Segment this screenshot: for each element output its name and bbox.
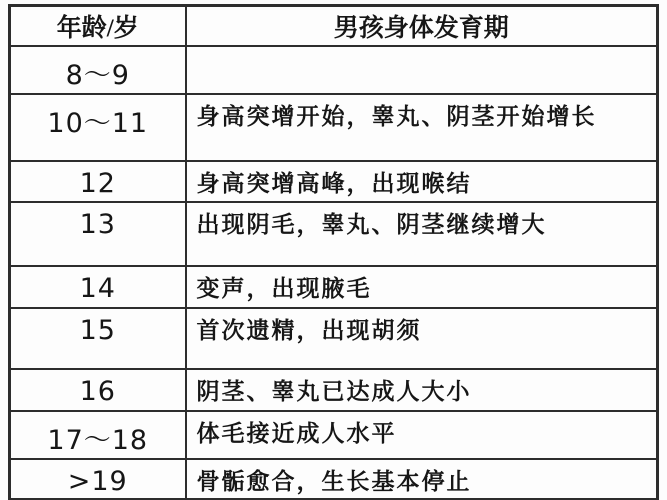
header-age: 年龄/岁 (10, 6, 186, 47)
desc-cell: 首次遗精，出现胡须 (186, 308, 658, 369)
table-row (10, 411, 658, 459)
table-row (10, 94, 658, 161)
desc-cell: 骨骺愈合，生长基本停止 (186, 459, 658, 500)
desc-cell: 体毛接近成人水平 (186, 411, 658, 459)
header-development: 男孩身体发育期 (186, 6, 658, 47)
header-row (10, 6, 658, 47)
table-row (10, 202, 658, 266)
age-cell: 8～9 (10, 46, 186, 94)
table-row (10, 459, 658, 500)
table-row (10, 266, 658, 308)
age-cell: 17～18 (10, 411, 186, 459)
age-cell: 13 (10, 202, 186, 266)
desc-cell (186, 46, 658, 94)
age-cell: 16 (10, 369, 186, 411)
age-cell: 15 (10, 308, 186, 369)
age-cell: >19 (10, 459, 186, 500)
table-row (10, 308, 658, 369)
desc-cell: 阴茎、睾丸已达成人大小 (186, 369, 658, 411)
age-cell: 12 (10, 161, 186, 202)
age-cell: 14 (10, 266, 186, 308)
desc-cell: 出现阴毛，睾丸、阴茎继续增大 (186, 202, 658, 266)
desc-cell: 变声，出现腋毛 (186, 266, 658, 308)
table-row (10, 369, 658, 411)
table-row (10, 46, 658, 94)
desc-cell: 身高突增开始，睾丸、阴茎开始增长 (186, 94, 658, 161)
development-table (8, 4, 659, 500)
age-cell: 10～11 (10, 94, 186, 161)
table-row (10, 161, 658, 202)
desc-cell: 身高突增高峰，出现喉结 (186, 161, 658, 202)
